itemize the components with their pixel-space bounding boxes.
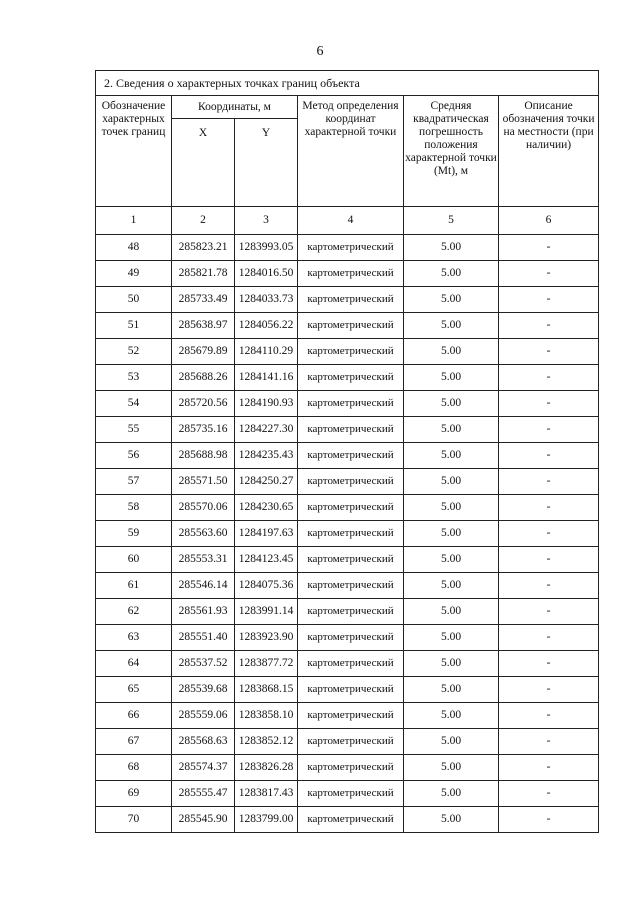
cell-description: - bbox=[499, 703, 599, 729]
cell-method: картометрический bbox=[298, 651, 404, 677]
cell-description: - bbox=[499, 365, 599, 391]
cell-accuracy: 5.00 bbox=[404, 521, 499, 547]
header-y: Y bbox=[235, 119, 298, 207]
cell-x: 285688.26 bbox=[172, 365, 235, 391]
cell-method: картометрический bbox=[298, 781, 404, 807]
cell-x: 285679.89 bbox=[172, 339, 235, 365]
table-body bbox=[96, 235, 599, 833]
cell-method: картометрический bbox=[298, 573, 404, 599]
document-sheet bbox=[95, 70, 598, 833]
table-row bbox=[96, 313, 599, 339]
cell-description: - bbox=[499, 651, 599, 677]
cell-accuracy: 5.00 bbox=[404, 573, 499, 599]
cell-point: 51 bbox=[96, 313, 172, 339]
cell-method: картометрический bbox=[298, 443, 404, 469]
cell-x: 285570.06 bbox=[172, 495, 235, 521]
cell-x: 285821.78 bbox=[172, 261, 235, 287]
cell-point: 68 bbox=[96, 755, 172, 781]
cell-y: 1283993.05 bbox=[235, 235, 298, 261]
cell-x: 285733.49 bbox=[172, 287, 235, 313]
cell-x: 285546.14 bbox=[172, 573, 235, 599]
table-row bbox=[96, 755, 599, 781]
cell-accuracy: 5.00 bbox=[404, 677, 499, 703]
cell-accuracy: 5.00 bbox=[404, 729, 499, 755]
cell-y: 1283923.90 bbox=[235, 625, 298, 651]
cell-x: 285568.63 bbox=[172, 729, 235, 755]
cell-description: - bbox=[499, 261, 599, 287]
column-number: 2 bbox=[172, 207, 235, 235]
cell-description: - bbox=[499, 469, 599, 495]
table-row bbox=[96, 339, 599, 365]
table-row bbox=[96, 469, 599, 495]
cell-y: 1284227.30 bbox=[235, 417, 298, 443]
cell-y: 1284235.43 bbox=[235, 443, 298, 469]
cell-method: картометрический bbox=[298, 625, 404, 651]
cell-y: 1283852.12 bbox=[235, 729, 298, 755]
cell-point: 67 bbox=[96, 729, 172, 755]
section-title: 2. Сведения о характерных точках границ объекта bbox=[96, 71, 599, 96]
cell-y: 1283991.14 bbox=[235, 599, 298, 625]
cell-y: 1284123.45 bbox=[235, 547, 298, 573]
cell-y: 1284075.36 bbox=[235, 573, 298, 599]
cell-description: - bbox=[499, 755, 599, 781]
cell-method: картометрический bbox=[298, 599, 404, 625]
cell-accuracy: 5.00 bbox=[404, 235, 499, 261]
table-row bbox=[96, 287, 599, 313]
cell-y: 1284230.65 bbox=[235, 495, 298, 521]
cell-point: 69 bbox=[96, 781, 172, 807]
table-row bbox=[96, 781, 599, 807]
cell-x: 285735.16 bbox=[172, 417, 235, 443]
table-row bbox=[96, 547, 599, 573]
cell-x: 285551.40 bbox=[172, 625, 235, 651]
cell-point: 55 bbox=[96, 417, 172, 443]
header-x: X bbox=[172, 119, 235, 207]
cell-y: 1284056.22 bbox=[235, 313, 298, 339]
table-row bbox=[96, 729, 599, 755]
cell-accuracy: 5.00 bbox=[404, 313, 499, 339]
cell-accuracy: 5.00 bbox=[404, 755, 499, 781]
cell-x: 285571.50 bbox=[172, 469, 235, 495]
page-number: 6 bbox=[316, 44, 324, 59]
cell-description: - bbox=[499, 495, 599, 521]
cell-x: 285688.98 bbox=[172, 443, 235, 469]
cell-method: картометрический bbox=[298, 417, 404, 443]
table-row bbox=[96, 703, 599, 729]
cell-point: 61 bbox=[96, 573, 172, 599]
cell-x: 285563.60 bbox=[172, 521, 235, 547]
cell-method: картометрический bbox=[298, 521, 404, 547]
header-method: Метод определения координат характерной точки bbox=[298, 96, 404, 207]
cell-y: 1284190.93 bbox=[235, 391, 298, 417]
cell-accuracy: 5.00 bbox=[404, 703, 499, 729]
cell-accuracy: 5.00 bbox=[404, 807, 499, 833]
cell-accuracy: 5.00 bbox=[404, 625, 499, 651]
cell-accuracy: 5.00 bbox=[404, 443, 499, 469]
cell-x: 285823.21 bbox=[172, 235, 235, 261]
cell-method: картометрический bbox=[298, 729, 404, 755]
cell-point: 50 bbox=[96, 287, 172, 313]
cell-x: 285555.47 bbox=[172, 781, 235, 807]
header-description: Описание обозначения точки на местности (при наличии) bbox=[499, 96, 599, 207]
cell-y: 1284016.50 bbox=[235, 261, 298, 287]
cell-accuracy: 5.00 bbox=[404, 547, 499, 573]
cell-point: 49 bbox=[96, 261, 172, 287]
cell-method: картометрический bbox=[298, 547, 404, 573]
cell-method: картометрический bbox=[298, 755, 404, 781]
header-point: Обозначение характерных точек границ bbox=[96, 96, 172, 207]
table-row bbox=[96, 365, 599, 391]
cell-method: картометрический bbox=[298, 495, 404, 521]
cell-accuracy: 5.00 bbox=[404, 417, 499, 443]
cell-point: 70 bbox=[96, 807, 172, 833]
table-row bbox=[96, 261, 599, 287]
cell-y: 1283868.15 bbox=[235, 677, 298, 703]
cell-description: - bbox=[499, 521, 599, 547]
cell-point: 65 bbox=[96, 677, 172, 703]
cell-point: 62 bbox=[96, 599, 172, 625]
cell-accuracy: 5.00 bbox=[404, 287, 499, 313]
cell-y: 1284250.27 bbox=[235, 469, 298, 495]
cell-description: - bbox=[499, 625, 599, 651]
cell-method: картометрический bbox=[298, 261, 404, 287]
cell-point: 48 bbox=[96, 235, 172, 261]
cell-method: картометрический bbox=[298, 391, 404, 417]
cell-point: 58 bbox=[96, 495, 172, 521]
cell-accuracy: 5.00 bbox=[404, 599, 499, 625]
cell-description: - bbox=[499, 391, 599, 417]
cell-y: 1283799.00 bbox=[235, 807, 298, 833]
column-number: 3 bbox=[235, 207, 298, 235]
cell-description: - bbox=[499, 781, 599, 807]
header-coordinates: Координаты, м bbox=[172, 96, 298, 119]
cell-x: 285545.90 bbox=[172, 807, 235, 833]
column-number: 5 bbox=[404, 207, 499, 235]
cell-accuracy: 5.00 bbox=[404, 391, 499, 417]
table-row bbox=[96, 625, 599, 651]
cell-method: картометрический bbox=[298, 313, 404, 339]
cell-accuracy: 5.00 bbox=[404, 651, 499, 677]
table-row bbox=[96, 651, 599, 677]
table-row bbox=[96, 235, 599, 261]
table-row bbox=[96, 677, 599, 703]
cell-description: - bbox=[499, 443, 599, 469]
cell-description: - bbox=[499, 599, 599, 625]
cell-point: 64 bbox=[96, 651, 172, 677]
cell-y: 1283817.43 bbox=[235, 781, 298, 807]
cell-y: 1283877.72 bbox=[235, 651, 298, 677]
table-row bbox=[96, 391, 599, 417]
cell-description: - bbox=[499, 339, 599, 365]
cell-description: - bbox=[499, 547, 599, 573]
cell-method: картометрический bbox=[298, 677, 404, 703]
cell-y: 1284033.73 bbox=[235, 287, 298, 313]
cell-accuracy: 5.00 bbox=[404, 469, 499, 495]
cell-description: - bbox=[499, 417, 599, 443]
cell-y: 1283858.10 bbox=[235, 703, 298, 729]
cell-point: 57 bbox=[96, 469, 172, 495]
table-row bbox=[96, 495, 599, 521]
column-number: 6 bbox=[499, 207, 599, 235]
column-number: 1 bbox=[96, 207, 172, 235]
cell-y: 1284197.63 bbox=[235, 521, 298, 547]
cell-description: - bbox=[499, 807, 599, 833]
cell-y: 1284141.16 bbox=[235, 365, 298, 391]
cell-method: картометрический bbox=[298, 287, 404, 313]
boundary-points-table bbox=[95, 70, 599, 833]
table-row bbox=[96, 807, 599, 833]
cell-x: 285537.52 bbox=[172, 651, 235, 677]
cell-method: картометрический bbox=[298, 339, 404, 365]
table-row bbox=[96, 573, 599, 599]
cell-accuracy: 5.00 bbox=[404, 495, 499, 521]
cell-x: 285559.06 bbox=[172, 703, 235, 729]
cell-point: 53 bbox=[96, 365, 172, 391]
cell-method: картометрический bbox=[298, 469, 404, 495]
table-row bbox=[96, 599, 599, 625]
cell-accuracy: 5.00 bbox=[404, 339, 499, 365]
cell-point: 52 bbox=[96, 339, 172, 365]
cell-description: - bbox=[499, 729, 599, 755]
table-row bbox=[96, 417, 599, 443]
cell-y: 1283826.28 bbox=[235, 755, 298, 781]
cell-method: картометрический bbox=[298, 703, 404, 729]
cell-x: 285574.37 bbox=[172, 755, 235, 781]
cell-description: - bbox=[499, 235, 599, 261]
cell-x: 285561.93 bbox=[172, 599, 235, 625]
column-number: 4 bbox=[298, 207, 404, 235]
cell-y: 1284110.29 bbox=[235, 339, 298, 365]
cell-accuracy: 5.00 bbox=[404, 365, 499, 391]
cell-accuracy: 5.00 bbox=[404, 261, 499, 287]
header-accuracy: Средняя квадратическая погрешность положения характерной точки (Mt), м bbox=[404, 96, 499, 207]
cell-x: 285720.56 bbox=[172, 391, 235, 417]
cell-point: 66 bbox=[96, 703, 172, 729]
cell-method: картометрический bbox=[298, 365, 404, 391]
cell-description: - bbox=[499, 677, 599, 703]
cell-method: картометрический bbox=[298, 807, 404, 833]
cell-method: картометрический bbox=[298, 235, 404, 261]
cell-point: 63 bbox=[96, 625, 172, 651]
cell-description: - bbox=[499, 573, 599, 599]
table-row bbox=[96, 521, 599, 547]
cell-description: - bbox=[499, 313, 599, 339]
cell-point: 54 bbox=[96, 391, 172, 417]
cell-x: 285638.97 bbox=[172, 313, 235, 339]
cell-x: 285553.31 bbox=[172, 547, 235, 573]
cell-x: 285539.68 bbox=[172, 677, 235, 703]
cell-description: - bbox=[499, 287, 599, 313]
table-row bbox=[96, 443, 599, 469]
cell-point: 56 bbox=[96, 443, 172, 469]
cell-point: 60 bbox=[96, 547, 172, 573]
cell-accuracy: 5.00 bbox=[404, 781, 499, 807]
cell-point: 59 bbox=[96, 521, 172, 547]
